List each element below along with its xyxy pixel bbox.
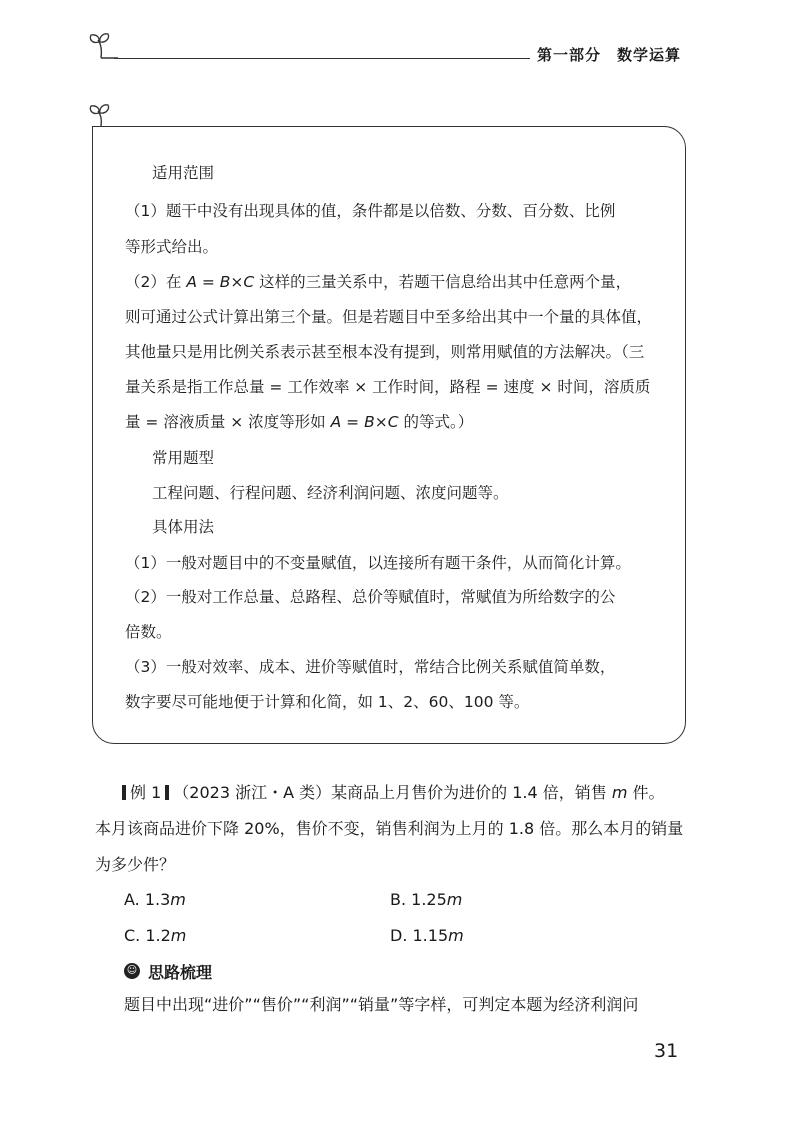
- scope-2-line-d: 量关系是指工作总量 = 工作效率 × 工作时间，路程 = 速度 × 时间，溶质质: [125, 378, 651, 396]
- formula: A = B×C: [330, 413, 399, 431]
- page-number: 31: [654, 1040, 679, 1062]
- formula: A = B×C: [186, 273, 255, 291]
- marker-bar: [165, 785, 169, 800]
- heading-scope: 适用范围: [152, 164, 215, 182]
- heading-types: 常用题型: [152, 449, 215, 467]
- example-question-line-2: 本月该商品进价下降 20%，售价不变，销售利润为上月的 1.8 倍。那么本月的销量: [95, 819, 684, 838]
- usage-2-line-b: 倍数。: [125, 623, 172, 641]
- scope-2-line-a: （2）在 A = B×C 这样的三量关系中，若题干信息给出其中任意两个量，: [125, 273, 632, 291]
- example-label: 例 1: [130, 783, 162, 802]
- analysis-text: 题目中出现“进价”“售价”“利润”“销量”等字样，可判定本题为经济利润问: [124, 995, 639, 1014]
- example-source: （2023 浙江・A 类）: [173, 783, 332, 802]
- example-question-line-1: 例 1 （2023 浙江・A 类）某商品上月售价为进价的 1.4 倍，销售 m 件。: [118, 783, 665, 803]
- heading-usage: 具体用法: [152, 518, 215, 536]
- header-section-title: 第一部分 数学运算: [537, 46, 682, 64]
- header-rule: [114, 58, 530, 59]
- analysis-icon: ☺: [124, 963, 140, 979]
- sprout-icon: [88, 102, 122, 128]
- option-b: B. 1.25m: [390, 890, 463, 909]
- scope-1-line-b: 等形式给出。: [125, 238, 219, 256]
- option-c: C. 1.2m: [124, 926, 187, 945]
- types-text: 工程问题、行程问题、经济利润问题、浓度问题等。: [152, 484, 509, 502]
- usage-1: （1）一般对题目中的不变量赋值，以连接所有题干条件，从而简化计算。: [125, 554, 631, 572]
- usage-3-line-a: （3）一般对效率、成本、进价等赋值时，常结合比例关系赋值简单数，: [125, 658, 616, 676]
- scope-2-line-e: 量 = 溶液质量 × 浓度等形如 A = B×C 的等式。）: [125, 413, 474, 431]
- option-a: A. 1.3m: [124, 890, 186, 909]
- scope-2-line-c: 其他量只是用比例关系表示甚至根本没有提到，则常用赋值的方法解决。（三: [125, 343, 645, 361]
- marker-bar: [122, 785, 126, 800]
- usage-2-line-a: （2）一般对工作总量、总路程、总价等赋值时，常赋值为所给数字的公: [125, 588, 616, 606]
- analysis-title: 思路梳理: [148, 963, 213, 982]
- usage-3-line-b: 数字要尽可能地便于计算和化简，如 1、2、60、100 等。: [125, 693, 530, 711]
- sprout-icon: [88, 30, 122, 60]
- example-question-line-3: 为多少件？: [95, 855, 176, 874]
- option-d: D. 1.15m: [390, 926, 464, 945]
- scope-2-line-b: 则可通过公式计算出第三个量。但是若题目中至多给出其中一个量的具体值，: [125, 308, 653, 326]
- scope-1-line-a: （1）题干中没有出现具体的值，条件都是以倍数、分数、百分数、比例: [125, 202, 616, 220]
